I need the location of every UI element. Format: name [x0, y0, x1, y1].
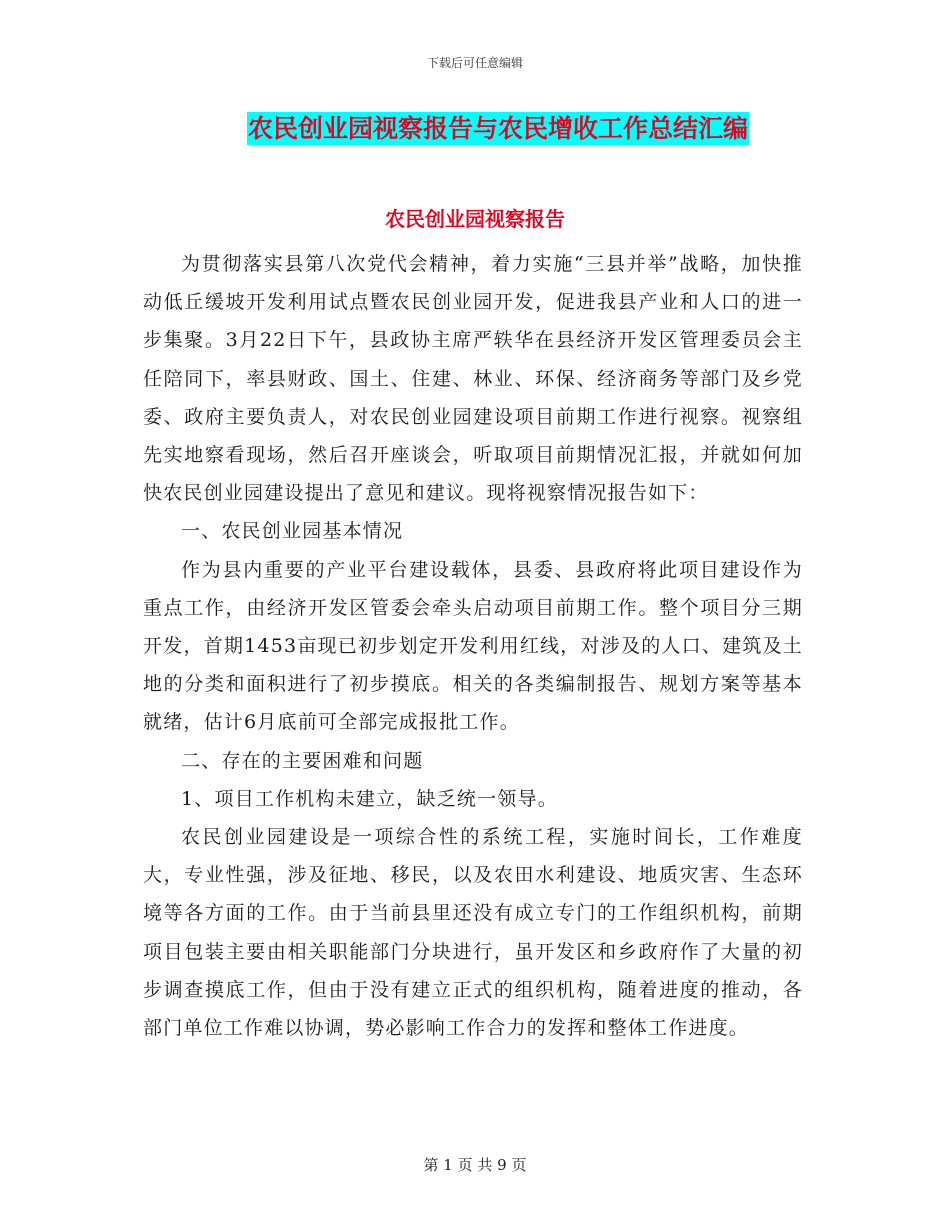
document-title	[0, 112, 950, 146]
heading-problems: 二、存在的主要困难和问题	[181, 749, 424, 772]
document-body	[143, 245, 803, 1047]
section-title: 农民创业园视察报告	[385, 207, 565, 231]
document-title-text: 农民创业园视察报告与农民增收工作总结汇编	[247, 114, 748, 143]
header-note: 下载后可任意编辑	[426, 56, 523, 70]
page-footer: 第 1 页 共 9 页	[423, 1156, 527, 1174]
subheading-problem-1: 1、项目工作机构未建立，缺乏统一领导。	[181, 787, 558, 810]
paragraph-intro: 为贯彻落实县第八次党代会精神，着力实施“三县并举”战略，加快推动低丘缓坡开发利用试点暨农民创业园开发，促进我县产业和人口的进一步集聚。3月22日下午，县政协主席严轶华在县经济开发区管理委员会主任陪同下，率县财政、国土、住建、林业、环保、经济商务等部门及乡党委、政府主要负责人，对农民创业园建设项目前期工作进行视察。视察组先实地察看现场，然后召开座谈会，听取项目前期情况汇报，并就如何加快农民创业园建设提出了意见和建议。现将视察情况报告如下：	[143, 253, 803, 505]
paragraph-basic-situation: 作为县内重要的产业平台建设载体，县委、县政府将此项目建设作为重点工作，由经济开发区管委会牵头启动项目前期工作。整个项目分三期开发，首期1453亩现已初步划定开发利用红线，对涉及的人口、建筑及土地的分类和面积进行了初步摸底。相关的各类编制报告、规划方案等基本就绪，估计6月底前可全部完成报批工作。	[143, 558, 803, 734]
heading-basic-situation: 一、农民创业园基本情况	[181, 520, 404, 543]
paragraph-problem-1: 农民创业园建设是一项综合性的系统工程，实施时间长，工作难度大，专业性强，涉及征地、移民，以及农田水利建设、地质灾害、生态环境等各方面的工作。由于当前县里还没有成立专门的工作组织机构，前期项目包装主要由相关职能部门分块进行，虽开发区和乡政府作了大量的初步调查摸底工作，但由于没有建立正式的组织机构，随着进度的推动，各部门单位工作难以协调，势必影响工作合力的发挥和整体工作进度。	[143, 826, 803, 1040]
